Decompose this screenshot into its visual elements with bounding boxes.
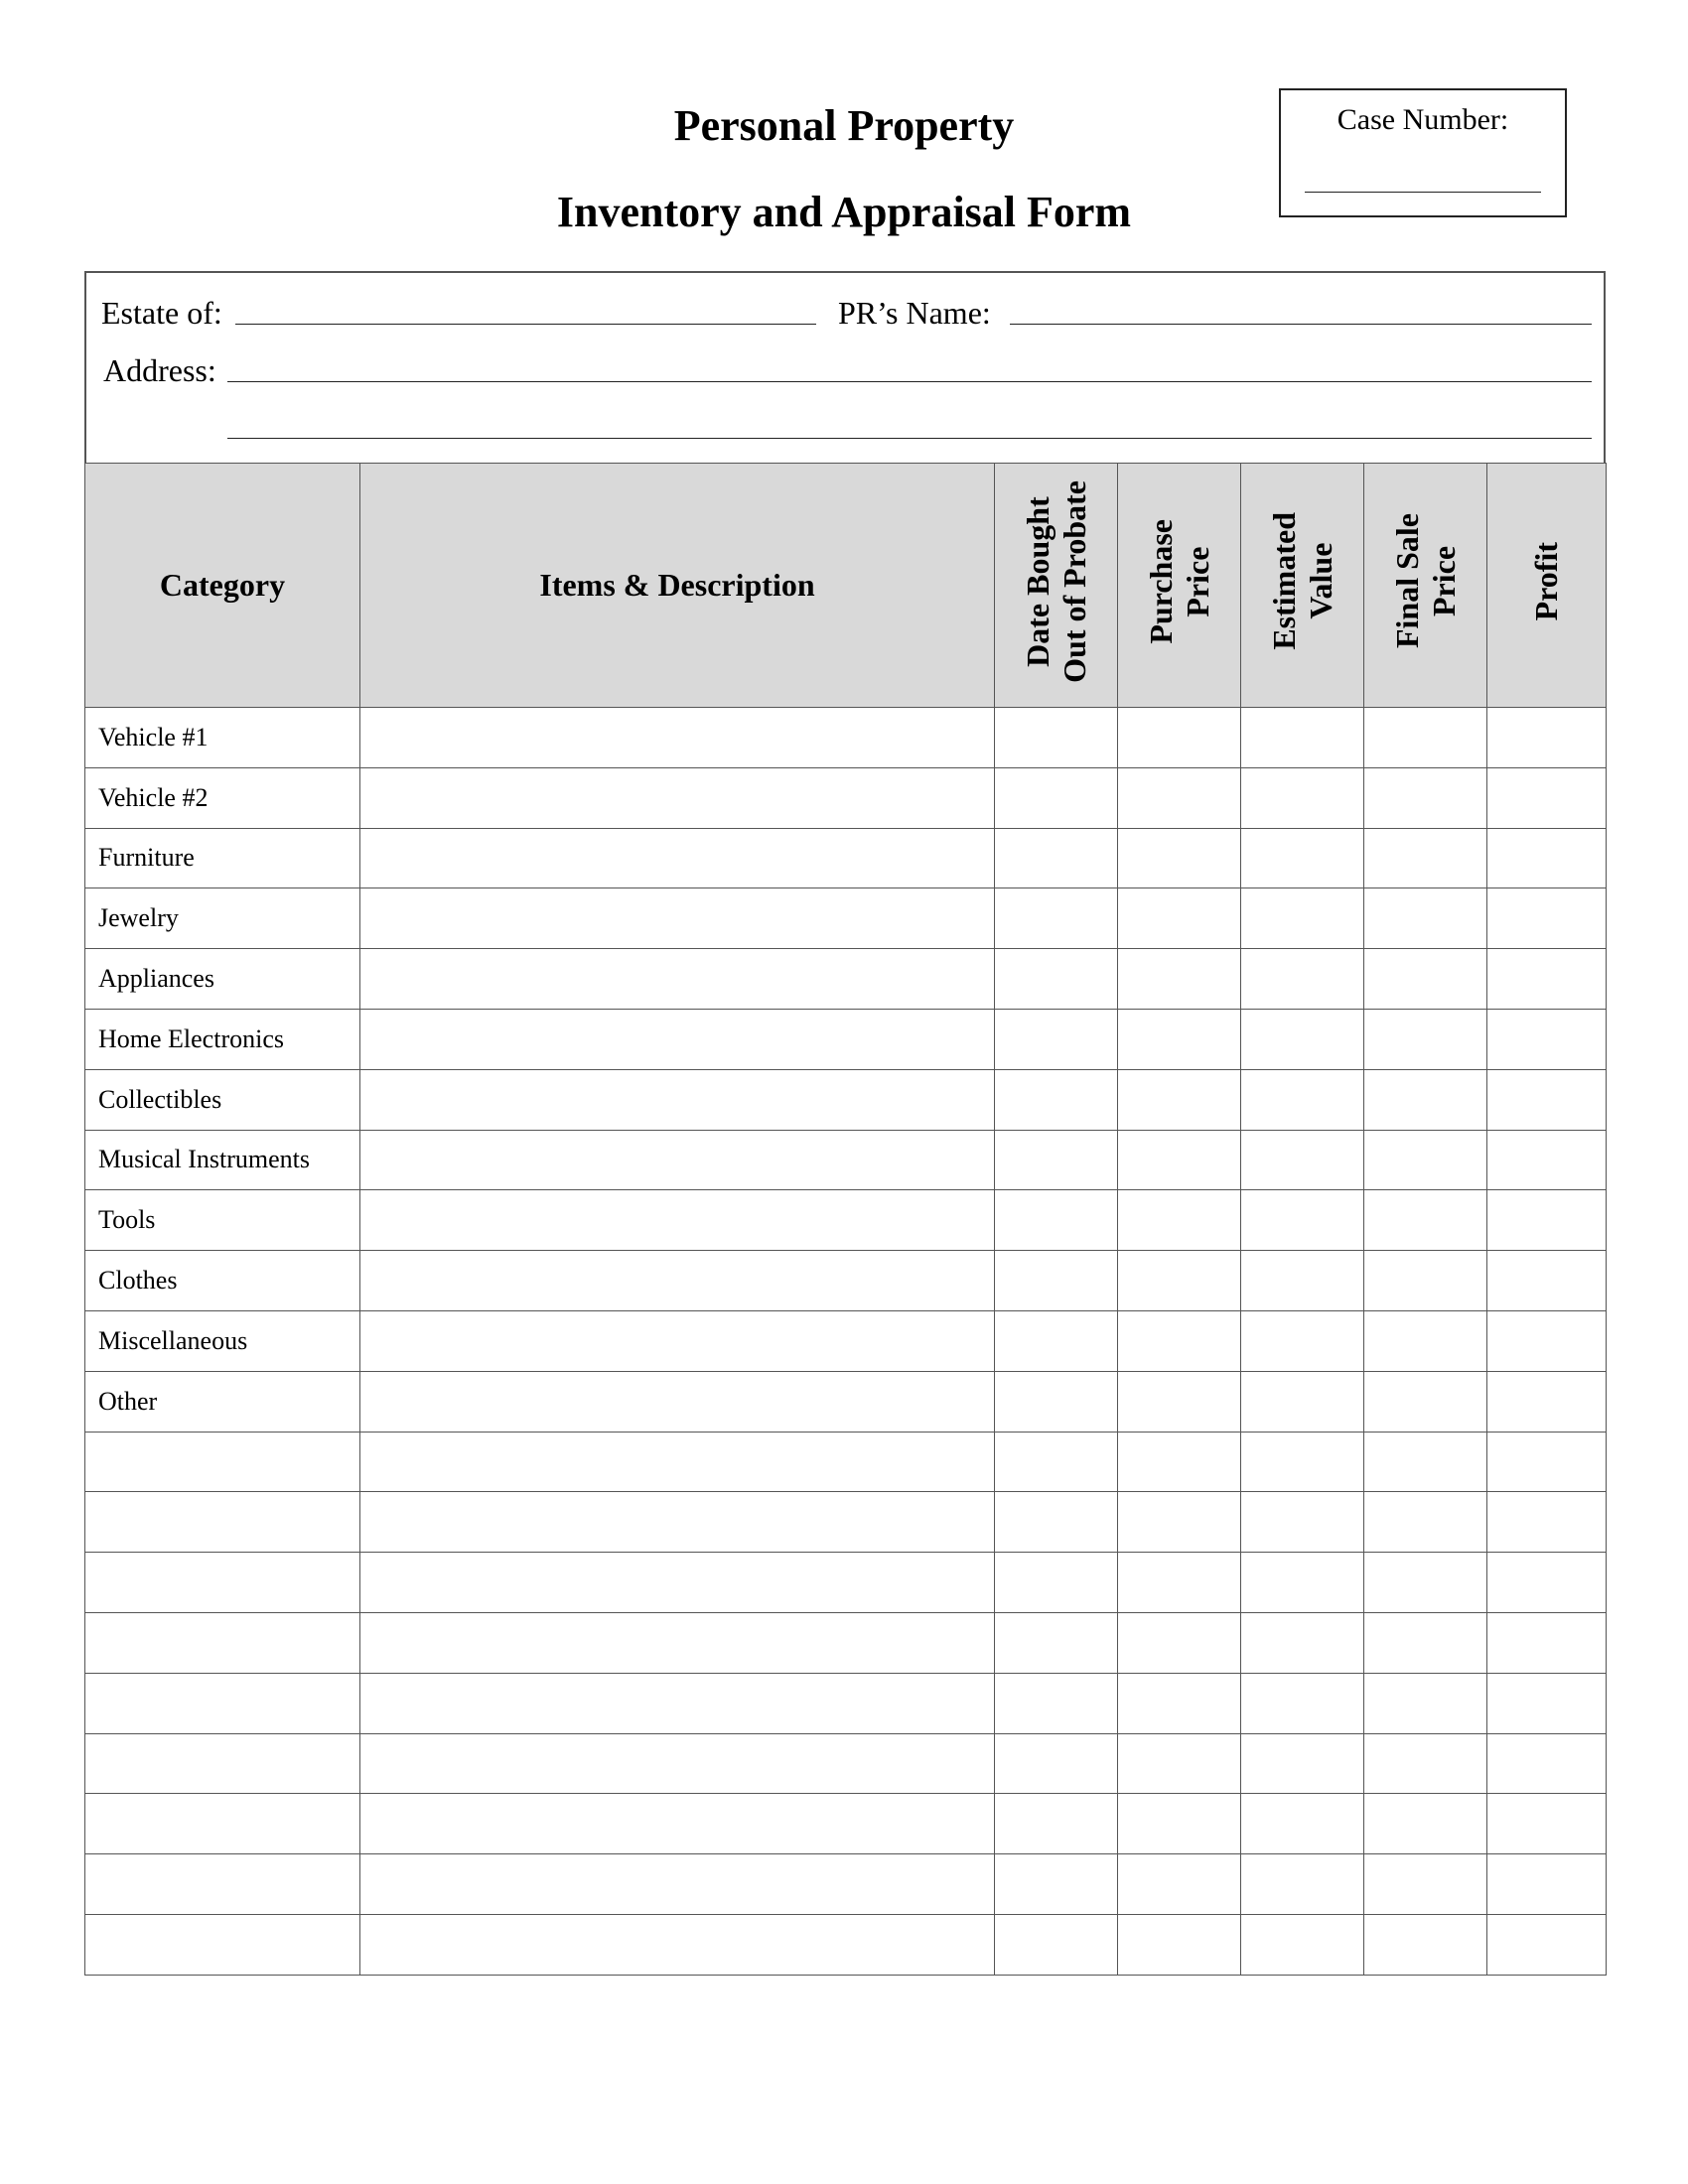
profit-cell[interactable] [1487, 1310, 1607, 1371]
estate-field[interactable] [235, 324, 816, 325]
table-row [85, 1673, 1607, 1733]
purchase-price-cell[interactable] [1118, 1069, 1241, 1130]
table-header-row [85, 464, 1607, 708]
category-cell[interactable]: Vehicle #1 [85, 708, 360, 768]
case-number-field[interactable] [1305, 192, 1541, 193]
profit-cell[interactable] [1487, 767, 1607, 828]
category-cell[interactable]: Musical Instruments [85, 1130, 360, 1190]
col-header-purchase-price-label: Purchase Price [1142, 518, 1215, 644]
col-header-final-sale-price-label: Final Sale Price [1388, 513, 1462, 649]
estimated-value-cell[interactable] [1241, 1733, 1364, 1794]
category-cell[interactable]: Furniture [85, 828, 360, 888]
items-description-cell[interactable] [360, 1009, 995, 1069]
table-row [85, 828, 1607, 888]
pr-name-label: PR’s Name: [838, 295, 991, 331]
estimated-value-cell[interactable] [1241, 888, 1364, 949]
table-row [85, 1612, 1607, 1673]
items-description-cell[interactable] [360, 828, 995, 888]
category-cell[interactable] [85, 1612, 360, 1673]
final-sale-price-cell[interactable] [1364, 1190, 1487, 1251]
category-cell[interactable]: Home Electronics [85, 1009, 360, 1069]
date-bought-cell[interactable] [995, 1069, 1118, 1130]
purchase-price-cell[interactable] [1118, 1190, 1241, 1251]
category-cell[interactable]: Other [85, 1371, 360, 1432]
category-cell[interactable] [85, 1854, 360, 1915]
profit-cell[interactable] [1487, 1009, 1607, 1069]
profit-cell[interactable] [1487, 1251, 1607, 1311]
category-cell[interactable]: Jewelry [85, 888, 360, 949]
inventory-table [84, 463, 1607, 1976]
purchase-price-cell[interactable] [1118, 767, 1241, 828]
date-bought-cell[interactable] [995, 1914, 1118, 1975]
estimated-value-cell[interactable] [1241, 708, 1364, 768]
purchase-price-cell[interactable] [1118, 1914, 1241, 1975]
items-description-cell[interactable] [360, 1854, 995, 1915]
items-description-cell[interactable] [360, 1914, 995, 1975]
items-description-cell[interactable] [360, 1190, 995, 1251]
col-header-final-sale-price [1364, 464, 1487, 708]
profit-cell[interactable] [1487, 888, 1607, 949]
estimated-value-cell[interactable] [1241, 1492, 1364, 1553]
estimated-value-cell[interactable] [1241, 1009, 1364, 1069]
profit-cell[interactable] [1487, 1854, 1607, 1915]
category-cell[interactable] [85, 1794, 360, 1854]
estimated-value-cell[interactable] [1241, 1553, 1364, 1613]
estimated-value-cell[interactable] [1241, 1310, 1364, 1371]
estimated-value-cell[interactable] [1241, 1371, 1364, 1432]
profit-cell[interactable] [1487, 1371, 1607, 1432]
table-row [85, 1553, 1607, 1613]
date-bought-cell[interactable] [995, 1854, 1118, 1915]
col-header-category-label: Category [159, 567, 286, 603]
table-row [85, 767, 1607, 828]
category-cell[interactable] [85, 1673, 360, 1733]
final-sale-price-cell[interactable] [1364, 1673, 1487, 1733]
col-header-items-description-label: Items & Description [539, 567, 815, 603]
final-sale-price-cell[interactable] [1364, 1612, 1487, 1673]
estimated-value-cell[interactable] [1241, 1190, 1364, 1251]
items-description-cell[interactable] [360, 767, 995, 828]
table-row [85, 1371, 1607, 1432]
estimated-value-cell[interactable] [1241, 1673, 1364, 1733]
final-sale-price-cell[interactable] [1364, 708, 1487, 768]
purchase-price-cell[interactable] [1118, 1310, 1241, 1371]
date-bought-cell[interactable] [995, 767, 1118, 828]
profit-cell[interactable] [1487, 1190, 1607, 1251]
table-row [85, 1130, 1607, 1190]
final-sale-price-cell[interactable] [1364, 1854, 1487, 1915]
table-row [85, 1251, 1607, 1311]
profit-cell[interactable] [1487, 1492, 1607, 1553]
purchase-price-cell[interactable] [1118, 708, 1241, 768]
items-description-cell[interactable] [360, 1432, 995, 1492]
final-sale-price-cell[interactable] [1364, 888, 1487, 949]
table-row [85, 949, 1607, 1010]
estimated-value-cell[interactable] [1241, 949, 1364, 1010]
final-sale-price-cell[interactable] [1364, 1492, 1487, 1553]
profit-cell[interactable] [1487, 949, 1607, 1010]
purchase-price-cell[interactable] [1118, 888, 1241, 949]
date-bought-cell[interactable] [995, 1190, 1118, 1251]
date-bought-cell[interactable] [995, 708, 1118, 768]
purchase-price-cell[interactable] [1118, 1009, 1241, 1069]
form-title-line1: Personal Property [673, 101, 1015, 150]
date-bought-cell[interactable] [995, 1009, 1118, 1069]
col-header-estimated-value [1241, 464, 1364, 708]
category-cell[interactable]: Appliances [85, 949, 360, 1010]
category-cell[interactable] [85, 1432, 360, 1492]
table-row [85, 1914, 1607, 1975]
table-row [85, 1794, 1607, 1854]
final-sale-price-cell[interactable] [1364, 1251, 1487, 1311]
col-header-date-bought-label: Date Bought Out of Probate [1019, 479, 1092, 683]
profit-cell[interactable] [1487, 1130, 1607, 1190]
final-sale-price-cell[interactable] [1364, 1733, 1487, 1794]
final-sale-price-cell[interactable] [1364, 949, 1487, 1010]
profit-cell[interactable] [1487, 828, 1607, 888]
table-row [85, 888, 1607, 949]
estimated-value-cell[interactable] [1241, 1432, 1364, 1492]
estate-info-section [84, 271, 1606, 464]
date-bought-cell[interactable] [995, 949, 1118, 1010]
purchase-price-cell[interactable] [1118, 1251, 1241, 1311]
date-bought-cell[interactable] [995, 1794, 1118, 1854]
final-sale-price-cell[interactable] [1364, 1130, 1487, 1190]
profit-cell[interactable] [1487, 1069, 1607, 1130]
table-row [85, 1069, 1607, 1130]
category-cell[interactable] [85, 1492, 360, 1553]
profit-cell[interactable] [1487, 1794, 1607, 1854]
items-description-cell[interactable] [360, 1673, 995, 1733]
profit-cell[interactable] [1487, 1673, 1607, 1733]
date-bought-cell[interactable] [995, 1553, 1118, 1613]
table-row [85, 1310, 1607, 1371]
date-bought-cell[interactable] [995, 888, 1118, 949]
table-row [85, 1190, 1607, 1251]
date-bought-cell[interactable] [995, 1251, 1118, 1311]
category-cell[interactable]: Vehicle #2 [85, 767, 360, 828]
estimated-value-cell[interactable] [1241, 1794, 1364, 1854]
final-sale-price-cell[interactable] [1364, 828, 1487, 888]
estate-label: Estate of: [101, 295, 222, 331]
col-header-profit [1487, 464, 1607, 708]
items-description-cell[interactable] [360, 1069, 995, 1130]
purchase-price-cell[interactable] [1118, 1854, 1241, 1915]
estimated-value-cell[interactable] [1241, 1914, 1364, 1975]
address-field-line1[interactable] [227, 381, 1592, 382]
final-sale-price-cell[interactable] [1364, 1553, 1487, 1613]
final-sale-price-cell[interactable] [1364, 1794, 1487, 1854]
category-cell[interactable]: Miscellaneous [85, 1310, 360, 1371]
category-cell[interactable]: Collectibles [85, 1069, 360, 1130]
profit-cell[interactable] [1487, 708, 1607, 768]
purchase-price-cell[interactable] [1118, 1371, 1241, 1432]
category-cell[interactable] [85, 1553, 360, 1613]
col-header-items-description [360, 464, 995, 708]
col-header-date-bought [995, 464, 1118, 708]
purchase-price-cell[interactable] [1118, 1553, 1241, 1613]
items-description-cell[interactable] [360, 1553, 995, 1613]
date-bought-cell[interactable] [995, 1371, 1118, 1432]
col-header-profit-label: Profit [1528, 541, 1565, 621]
table-row [85, 1854, 1607, 1915]
final-sale-price-cell[interactable] [1364, 1371, 1487, 1432]
date-bought-cell[interactable] [995, 1310, 1118, 1371]
col-header-purchase-price [1118, 464, 1241, 708]
profit-cell[interactable] [1487, 1432, 1607, 1492]
purchase-price-cell[interactable] [1118, 828, 1241, 888]
table-row [85, 1009, 1607, 1069]
estimated-value-cell[interactable] [1241, 1251, 1364, 1311]
profit-cell[interactable] [1487, 1612, 1607, 1673]
final-sale-price-cell[interactable] [1364, 1432, 1487, 1492]
final-sale-price-cell[interactable] [1364, 1009, 1487, 1069]
estimated-value-cell[interactable] [1241, 828, 1364, 888]
category-cell[interactable] [85, 1914, 360, 1975]
purchase-price-cell[interactable] [1118, 949, 1241, 1010]
items-description-cell[interactable] [360, 1310, 995, 1371]
table-row [85, 1432, 1607, 1492]
items-description-cell[interactable] [360, 1492, 995, 1553]
estimated-value-cell[interactable] [1241, 1854, 1364, 1915]
address-field-line2[interactable] [227, 438, 1592, 439]
col-header-category [85, 464, 360, 708]
address-label: Address: [103, 352, 216, 388]
profit-cell[interactable] [1487, 1733, 1607, 1794]
category-cell[interactable] [85, 1733, 360, 1794]
table-row [85, 1733, 1607, 1794]
final-sale-price-cell[interactable] [1364, 1310, 1487, 1371]
estimated-value-cell[interactable] [1241, 1612, 1364, 1673]
purchase-price-cell[interactable] [1118, 1733, 1241, 1794]
purchase-price-cell[interactable] [1118, 1794, 1241, 1854]
case-number-box [1279, 88, 1567, 217]
date-bought-cell[interactable] [995, 1612, 1118, 1673]
items-description-cell[interactable] [360, 1612, 995, 1673]
profit-cell[interactable] [1487, 1914, 1607, 1975]
date-bought-cell[interactable] [995, 1130, 1118, 1190]
purchase-price-cell[interactable] [1118, 1432, 1241, 1492]
items-description-cell[interactable] [360, 1733, 995, 1794]
date-bought-cell[interactable] [995, 828, 1118, 888]
purchase-price-cell[interactable] [1118, 1673, 1241, 1733]
form-title-line2: Inventory and Appraisal Form [556, 188, 1132, 236]
items-description-cell[interactable] [360, 1251, 995, 1311]
date-bought-cell[interactable] [995, 1733, 1118, 1794]
table-row [85, 708, 1607, 768]
category-cell[interactable]: Clothes [85, 1251, 360, 1311]
estimated-value-cell[interactable] [1241, 767, 1364, 828]
items-description-cell[interactable] [360, 949, 995, 1010]
final-sale-price-cell[interactable] [1364, 767, 1487, 828]
col-header-estimated-value-label: Estimated Value [1265, 512, 1338, 650]
items-description-cell[interactable] [360, 1794, 995, 1854]
items-description-cell[interactable] [360, 1130, 995, 1190]
final-sale-price-cell[interactable] [1364, 1069, 1487, 1130]
case-number-label: Case Number: [1336, 103, 1509, 136]
date-bought-cell[interactable] [995, 1673, 1118, 1733]
final-sale-price-cell[interactable] [1364, 1914, 1487, 1975]
pr-name-field[interactable] [1010, 324, 1592, 325]
items-description-cell[interactable] [360, 888, 995, 949]
estimated-value-cell[interactable] [1241, 1130, 1364, 1190]
items-description-cell[interactable] [360, 708, 995, 768]
purchase-price-cell[interactable] [1118, 1612, 1241, 1673]
table-row [85, 1492, 1607, 1553]
items-description-cell[interactable] [360, 1371, 995, 1432]
profit-cell[interactable] [1487, 1553, 1607, 1613]
purchase-price-cell[interactable] [1118, 1130, 1241, 1190]
category-cell[interactable]: Tools [85, 1190, 360, 1251]
purchase-price-cell[interactable] [1118, 1492, 1241, 1553]
date-bought-cell[interactable] [995, 1432, 1118, 1492]
estimated-value-cell[interactable] [1241, 1069, 1364, 1130]
date-bought-cell[interactable] [995, 1492, 1118, 1553]
